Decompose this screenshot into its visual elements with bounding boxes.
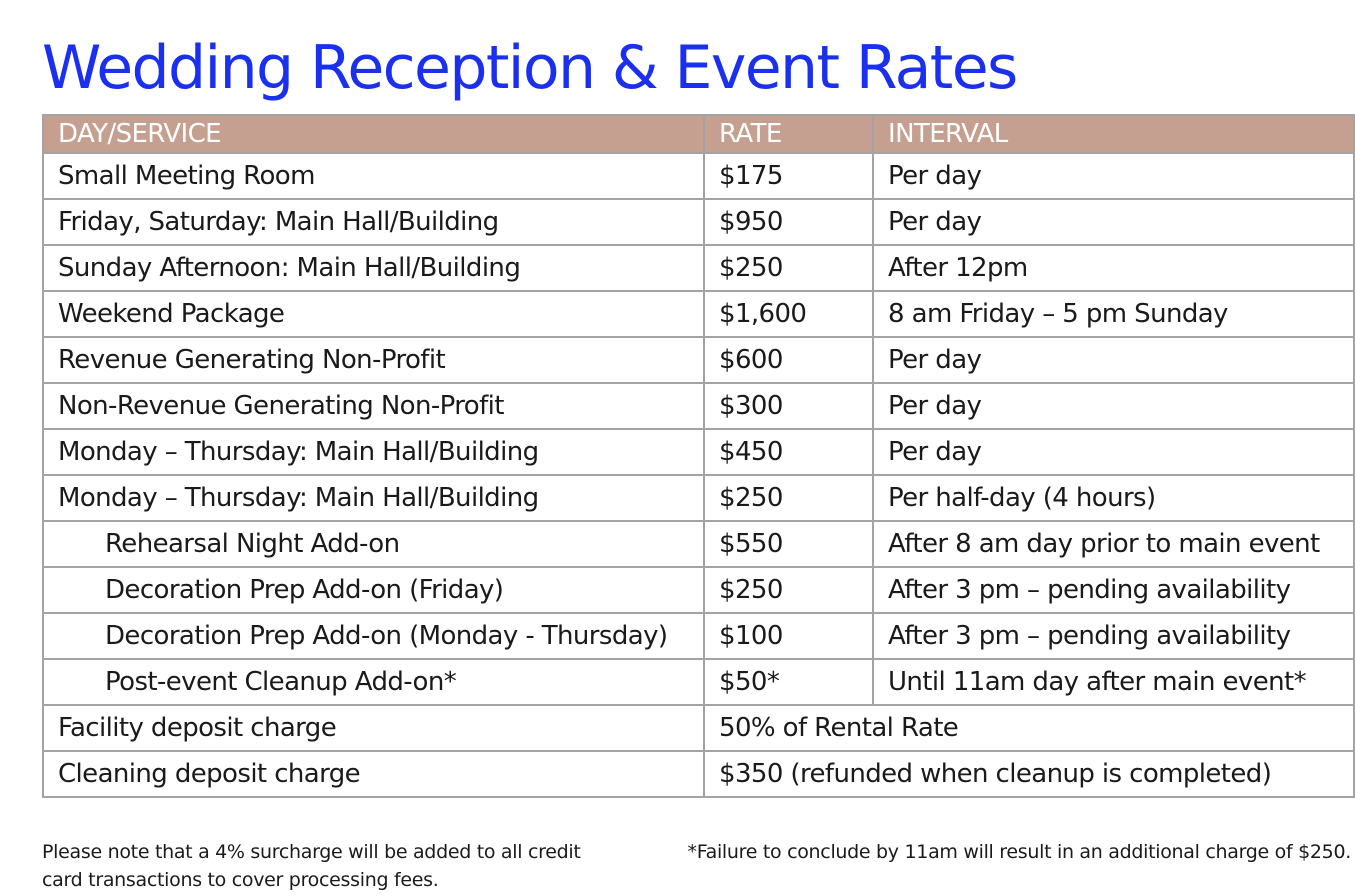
interval-cell: After 3 pm – pending availability <box>873 567 1354 613</box>
interval-cell: After 12pm <box>873 245 1354 291</box>
rate-cell: $250 <box>704 475 873 521</box>
rate-cell: $50* <box>704 659 873 705</box>
deposit-row <box>43 751 1354 797</box>
deposit-value-cell: $350 (refunded when cleanup is completed) <box>704 751 1354 797</box>
rate-cell: $300 <box>704 383 873 429</box>
deposit-service-cell: Facility deposit charge <box>43 705 704 751</box>
rate-cell: $250 <box>704 245 873 291</box>
header-day-service: DAY/SERVICE <box>43 115 704 153</box>
service-cell: Post-event Cleanup Add-on* <box>43 659 704 705</box>
failure-footnote: *Failure to conclude by 11am will result in an additional charge of $250. <box>687 841 1351 863</box>
interval-cell: Per day <box>873 383 1354 429</box>
service-cell: Monday – Thursday: Main Hall/Building <box>43 475 704 521</box>
header-interval: INTERVAL <box>873 115 1354 153</box>
rate-cell: $1,600 <box>704 291 873 337</box>
service-cell: Weekend Package <box>43 291 704 337</box>
rate-cell: $100 <box>704 613 873 659</box>
deposit-service-cell: Cleaning deposit charge <box>43 751 704 797</box>
table-row-addon <box>43 567 1354 613</box>
rate-cell: $950 <box>704 199 873 245</box>
table-row <box>43 337 1354 383</box>
interval-cell: Until 11am day after main event* <box>873 659 1354 705</box>
deposit-row <box>43 705 1354 751</box>
page-title: Wedding Reception & Event Rates <box>42 33 1017 103</box>
rate-cell: $250 <box>704 567 873 613</box>
table-row <box>43 245 1354 291</box>
table-row-addon <box>43 613 1354 659</box>
interval-cell: Per day <box>873 153 1354 199</box>
interval-cell: Per half-day (4 hours) <box>873 475 1354 521</box>
service-cell: Non-Revenue Generating Non-Profit <box>43 383 704 429</box>
service-cell: Small Meeting Room <box>43 153 704 199</box>
service-cell: Revenue Generating Non-Profit <box>43 337 704 383</box>
rates-table <box>42 114 1355 798</box>
service-cell: Monday – Thursday: Main Hall/Building <box>43 429 704 475</box>
service-cell: Decoration Prep Add-on (Friday) <box>43 567 704 613</box>
service-cell: Friday, Saturday: Main Hall/Building <box>43 199 704 245</box>
rate-cell: $550 <box>704 521 873 567</box>
interval-cell: Per day <box>873 429 1354 475</box>
rate-cell: $175 <box>704 153 873 199</box>
interval-cell: 8 am Friday – 5 pm Sunday <box>873 291 1354 337</box>
interval-cell: After 8 am day prior to main event <box>873 521 1354 567</box>
table-row-addon <box>43 521 1354 567</box>
rate-cell: $450 <box>704 429 873 475</box>
interval-cell: Per day <box>873 199 1354 245</box>
service-cell: Rehearsal Night Add-on <box>43 521 704 567</box>
table-header-row <box>43 115 1354 153</box>
interval-cell: Per day <box>873 337 1354 383</box>
deposit-value-cell: 50% of Rental Rate <box>704 705 1354 751</box>
surcharge-note: Please note that a 4% surcharge will be added to all credit card transactions to cover processing fees. <box>42 841 581 891</box>
service-cell: Decoration Prep Add-on (Monday - Thursday) <box>43 613 704 659</box>
table-row-addon <box>43 659 1354 705</box>
header-rate: RATE <box>704 115 873 153</box>
table-row <box>43 383 1354 429</box>
table-row <box>43 475 1354 521</box>
table-row <box>43 291 1354 337</box>
interval-cell: After 3 pm – pending availability <box>873 613 1354 659</box>
table-row <box>43 153 1354 199</box>
table-row <box>43 199 1354 245</box>
rate-cell: $600 <box>704 337 873 383</box>
table-row <box>43 429 1354 475</box>
service-cell: Sunday Afternoon: Main Hall/Building <box>43 245 704 291</box>
